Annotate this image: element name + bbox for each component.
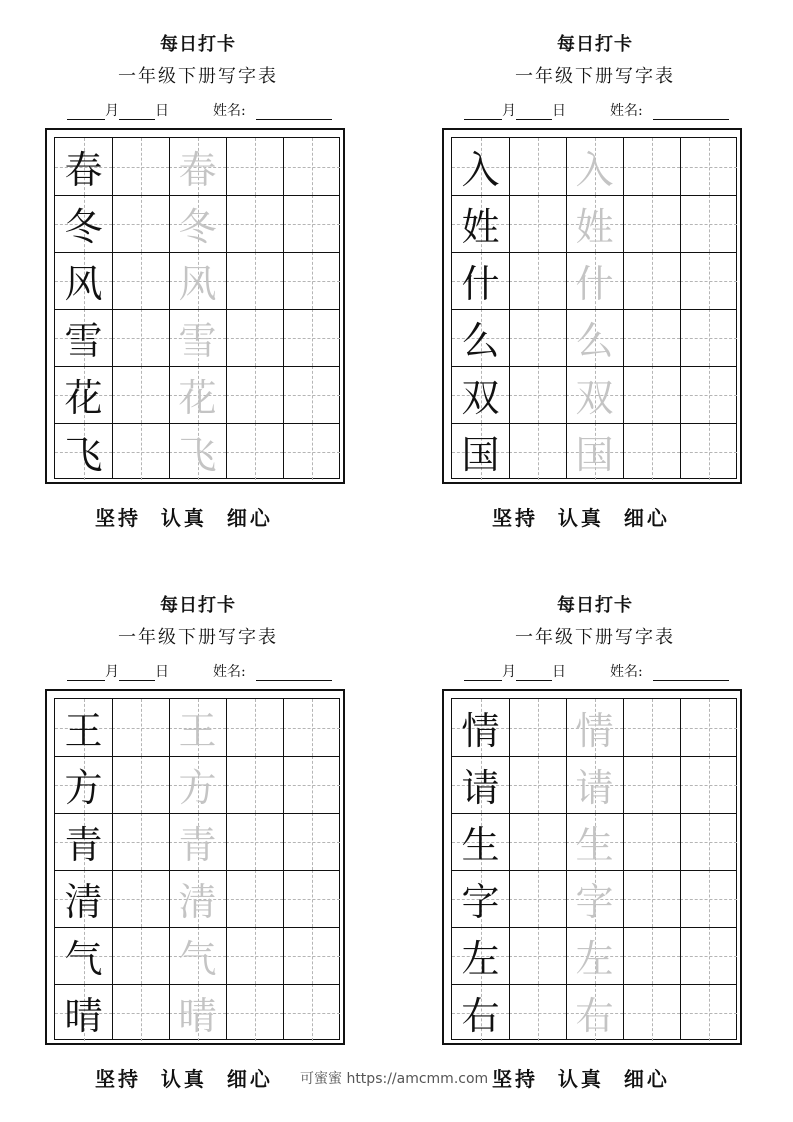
model-character: 请	[461, 766, 500, 810]
trace-character: 王	[178, 709, 217, 753]
practice-cell[interactable]	[283, 927, 340, 984]
trace-character: 情	[575, 709, 614, 753]
practice-cell[interactable]	[680, 252, 737, 309]
trace-character: 清	[178, 880, 217, 924]
practice-cell[interactable]	[283, 309, 340, 366]
practice-cell[interactable]	[112, 138, 169, 195]
practice-cell[interactable]	[509, 195, 566, 252]
card-title: 每日打卡	[557, 595, 633, 616]
model-character: 清	[64, 880, 103, 924]
practice-cell[interactable]	[509, 252, 566, 309]
month-blank[interactable]	[67, 103, 105, 120]
practice-cell[interactable]	[623, 195, 680, 252]
practice-cell[interactable]	[283, 195, 340, 252]
practice-cell[interactable]	[623, 366, 680, 423]
model-character: 王	[64, 709, 103, 753]
practice-cell[interactable]	[226, 756, 283, 813]
month-label: 月	[105, 664, 119, 680]
practice-cell[interactable]	[283, 366, 340, 423]
practice-cell[interactable]	[112, 366, 169, 423]
practice-cell[interactable]	[283, 699, 340, 756]
practice-cell[interactable]	[623, 756, 680, 813]
model-character: 方	[64, 766, 103, 810]
practice-cell[interactable]	[283, 756, 340, 813]
practice-cell[interactable]	[112, 252, 169, 309]
name-blank[interactable]	[653, 664, 729, 681]
practice-cell[interactable]	[283, 984, 340, 1041]
practice-cell[interactable]	[509, 423, 566, 480]
practice-cell[interactable]	[680, 195, 737, 252]
model-character: 飞	[64, 433, 103, 477]
writing-frame	[442, 689, 742, 1045]
writing-frame	[45, 689, 345, 1045]
practice-cell[interactable]	[623, 138, 680, 195]
model-character: 字	[461, 880, 500, 924]
model-character: 么	[461, 319, 500, 363]
model-character: 青	[64, 823, 103, 867]
model-character: 花	[64, 376, 103, 420]
practice-cell[interactable]	[509, 984, 566, 1041]
practice-cell[interactable]	[509, 366, 566, 423]
practice-cell[interactable]	[112, 813, 169, 870]
day-label: 日	[155, 103, 169, 119]
date-name-line	[464, 100, 754, 120]
motto: 坚持 认真 细心	[492, 1067, 670, 1091]
model-character: 气	[64, 937, 103, 981]
card-title: 每日打卡	[160, 595, 236, 616]
trace-character: 右	[575, 994, 614, 1038]
practice-cell[interactable]	[680, 423, 737, 480]
model-character: 双	[461, 376, 500, 420]
name-blank[interactable]	[256, 103, 332, 120]
practice-cell[interactable]	[283, 252, 340, 309]
practice-cell[interactable]	[623, 699, 680, 756]
practice-cell[interactable]	[680, 309, 737, 366]
practice-cell[interactable]	[509, 756, 566, 813]
practice-cell[interactable]	[680, 699, 737, 756]
trace-character: 字	[575, 880, 614, 924]
card-subtitle: 一年级下册写字表	[118, 66, 278, 87]
motto: 坚持 认真 细心	[95, 506, 273, 530]
motto: 坚持 认真 细心	[95, 1067, 273, 1091]
card-subtitle: 一年级下册写字表	[515, 627, 675, 648]
practice-cell[interactable]	[509, 309, 566, 366]
practice-cell[interactable]	[226, 699, 283, 756]
writing-grid	[451, 137, 737, 479]
day-blank[interactable]	[516, 664, 552, 681]
date-name-line	[67, 661, 357, 681]
writing-grid	[451, 698, 737, 1040]
practice-cell[interactable]	[283, 138, 340, 195]
writing-grid	[54, 137, 340, 479]
practice-cell[interactable]	[112, 984, 169, 1041]
model-character: 入	[461, 148, 500, 192]
worksheet-card-2	[442, 0, 792, 530]
trace-character: 风	[178, 262, 217, 306]
day-blank[interactable]	[516, 103, 552, 120]
model-character: 春	[64, 148, 103, 192]
practice-cell[interactable]	[680, 927, 737, 984]
writing-frame	[45, 128, 345, 484]
model-character: 生	[461, 823, 500, 867]
trace-character: 方	[178, 766, 217, 810]
trace-character: 国	[575, 433, 614, 477]
watermark: 可蜜蜜 https://amcmm.com	[300, 1071, 489, 1087]
card-subtitle: 一年级下册写字表	[515, 66, 675, 87]
trace-character: 姓	[575, 205, 614, 249]
practice-cell[interactable]	[226, 138, 283, 195]
trace-character: 入	[575, 148, 614, 192]
writing-grid	[54, 698, 340, 1040]
practice-cell[interactable]	[112, 756, 169, 813]
day-label: 日	[155, 664, 169, 680]
trace-character: 春	[178, 148, 217, 192]
card-subtitle: 一年级下册写字表	[118, 627, 278, 648]
practice-cell[interactable]	[226, 366, 283, 423]
practice-cell[interactable]	[509, 927, 566, 984]
month-label: 月	[502, 103, 516, 119]
model-character: 晴	[64, 994, 103, 1038]
practice-cell[interactable]	[680, 813, 737, 870]
practice-cell[interactable]	[623, 870, 680, 927]
month-label: 月	[502, 664, 516, 680]
practice-cell[interactable]	[112, 309, 169, 366]
practice-cell[interactable]	[226, 870, 283, 927]
model-character: 左	[461, 937, 500, 981]
trace-character: 么	[575, 319, 614, 363]
model-character: 右	[461, 994, 500, 1038]
practice-cell[interactable]	[112, 423, 169, 480]
trace-character: 晴	[178, 994, 217, 1038]
month-blank[interactable]	[67, 664, 105, 681]
practice-cell[interactable]	[623, 252, 680, 309]
practice-cell[interactable]	[623, 813, 680, 870]
day-label: 日	[552, 103, 566, 119]
trace-character: 冬	[178, 205, 217, 249]
motto: 坚持 认真 细心	[492, 506, 670, 530]
model-character: 雪	[64, 319, 103, 363]
practice-cell[interactable]	[509, 699, 566, 756]
trace-character: 花	[178, 376, 217, 420]
trace-character: 双	[575, 376, 614, 420]
practice-cell[interactable]	[283, 870, 340, 927]
day-blank[interactable]	[119, 103, 155, 120]
practice-cell[interactable]	[509, 138, 566, 195]
model-character: 国	[461, 433, 500, 477]
practice-cell[interactable]	[509, 870, 566, 927]
model-character: 姓	[461, 205, 500, 249]
practice-cell[interactable]	[226, 309, 283, 366]
practice-cell[interactable]	[112, 699, 169, 756]
month-label: 月	[105, 103, 119, 119]
month-blank[interactable]	[464, 664, 502, 681]
card-title: 每日打卡	[160, 34, 236, 55]
practice-cell[interactable]	[226, 195, 283, 252]
practice-cell[interactable]	[112, 927, 169, 984]
practice-cell[interactable]	[680, 870, 737, 927]
practice-cell[interactable]	[112, 195, 169, 252]
practice-cell[interactable]	[283, 423, 340, 480]
practice-cell[interactable]	[226, 813, 283, 870]
trace-character: 左	[575, 937, 614, 981]
model-character: 风	[64, 262, 103, 306]
model-character: 冬	[64, 205, 103, 249]
trace-character: 雪	[178, 319, 217, 363]
name-label: 姓名:	[213, 664, 246, 680]
month-blank[interactable]	[464, 103, 502, 120]
trace-character: 飞	[178, 433, 217, 477]
worksheet-card-4	[442, 561, 792, 1091]
practice-cell[interactable]	[680, 756, 737, 813]
writing-frame	[442, 128, 742, 484]
worksheet-card-1	[45, 0, 395, 530]
practice-cell[interactable]	[112, 870, 169, 927]
practice-cell[interactable]	[680, 366, 737, 423]
card-title: 每日打卡	[557, 34, 633, 55]
practice-cell[interactable]	[226, 984, 283, 1041]
practice-cell[interactable]	[283, 813, 340, 870]
name-label: 姓名:	[610, 103, 643, 119]
practice-cell[interactable]	[680, 984, 737, 1041]
date-name-line	[67, 100, 357, 120]
name-blank[interactable]	[256, 664, 332, 681]
date-name-line	[464, 661, 754, 681]
trace-character: 气	[178, 937, 217, 981]
name-blank[interactable]	[653, 103, 729, 120]
practice-cell[interactable]	[509, 813, 566, 870]
trace-character: 请	[575, 766, 614, 810]
day-blank[interactable]	[119, 664, 155, 681]
practice-cell[interactable]	[226, 423, 283, 480]
practice-cell[interactable]	[226, 927, 283, 984]
trace-character: 什	[575, 262, 614, 306]
practice-cell[interactable]	[680, 138, 737, 195]
practice-cell[interactable]	[623, 984, 680, 1041]
practice-cell[interactable]	[623, 423, 680, 480]
practice-cell[interactable]	[226, 252, 283, 309]
trace-character: 生	[575, 823, 614, 867]
practice-cell[interactable]	[623, 309, 680, 366]
model-character: 情	[461, 709, 500, 753]
model-character: 什	[461, 262, 500, 306]
name-label: 姓名:	[610, 664, 643, 680]
practice-cell[interactable]	[623, 927, 680, 984]
trace-character: 青	[178, 823, 217, 867]
day-label: 日	[552, 664, 566, 680]
name-label: 姓名:	[213, 103, 246, 119]
